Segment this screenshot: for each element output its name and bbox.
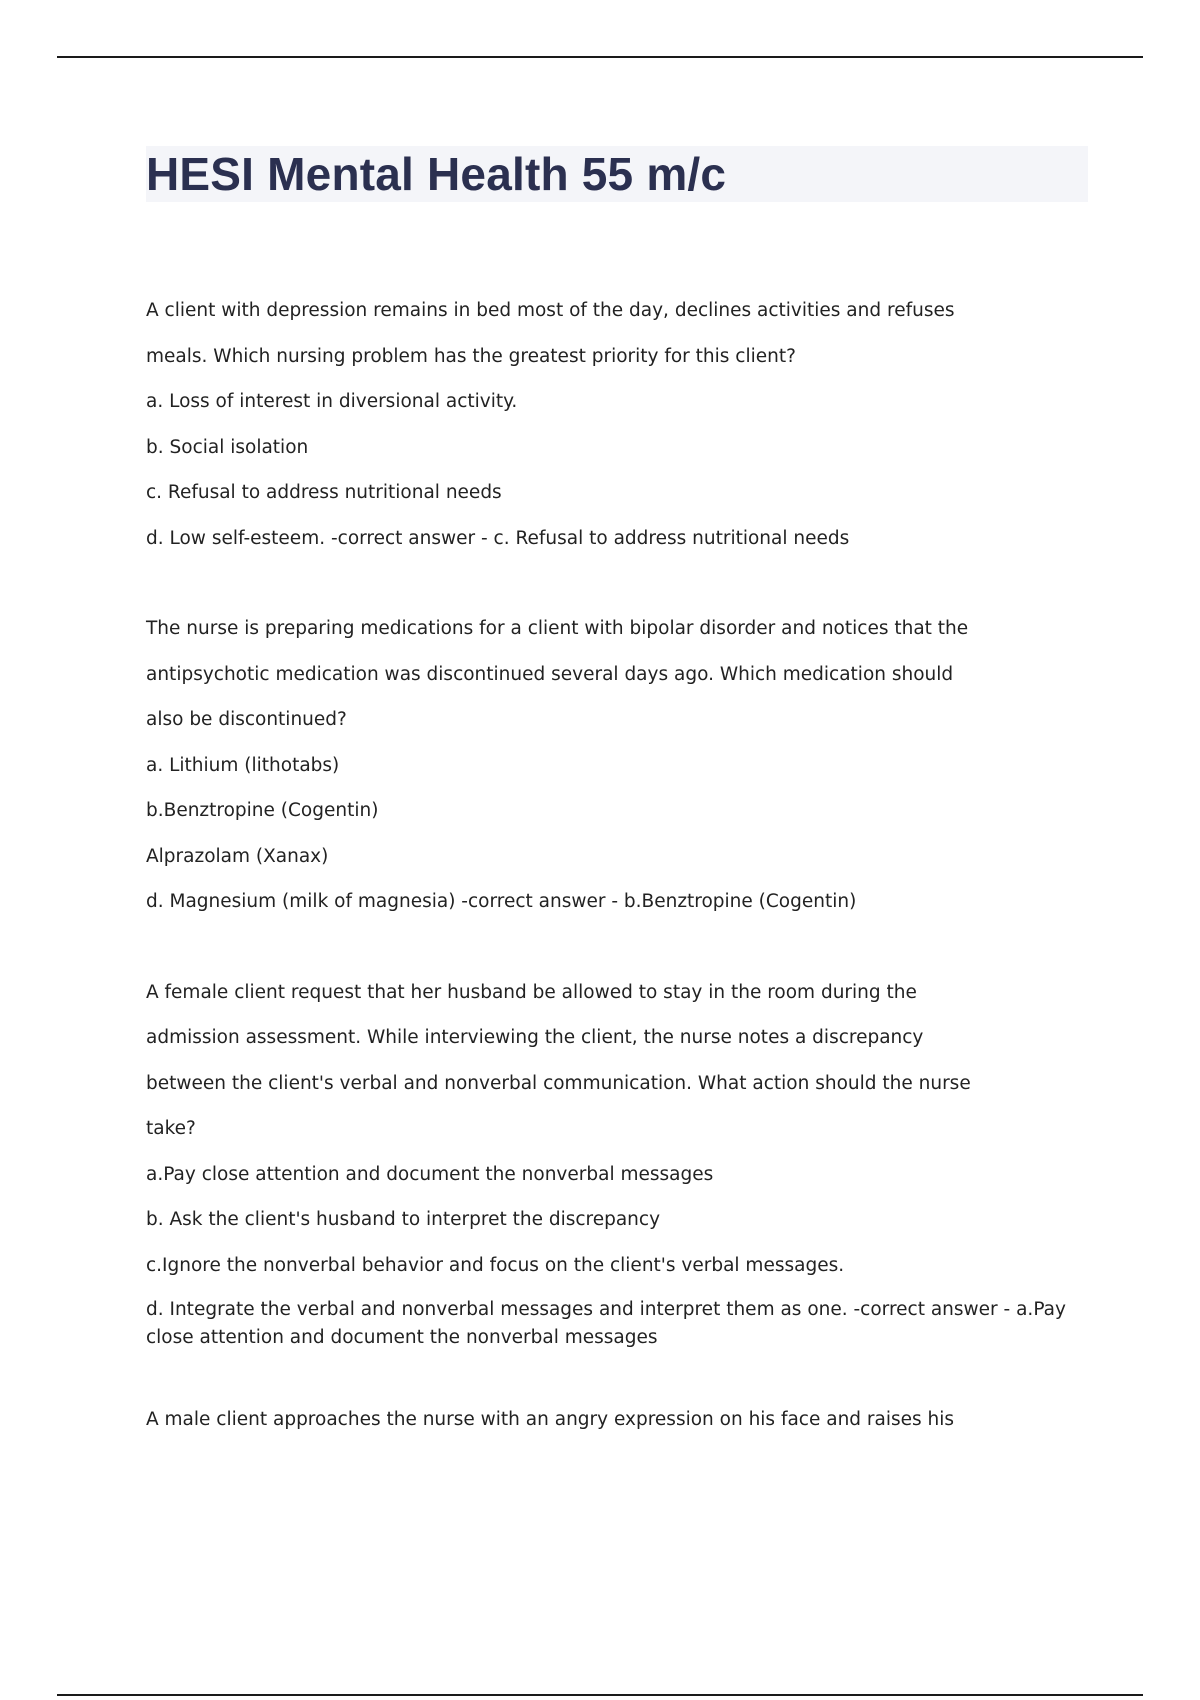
answer-option: c.Ignore the nonverbal behavior and focus on the client's verbal messages. xyxy=(146,1254,845,1276)
bottom-rule xyxy=(57,1694,1143,1696)
question-stem-line: also be discontinued? xyxy=(146,709,347,730)
answer-option: a. Loss of interest in diversional activity. xyxy=(146,391,518,412)
question-4 xyxy=(146,1397,1096,1443)
question-stem-line: A female client request that her husband be allowed to stay in the room during the xyxy=(146,981,917,1003)
question-stem-line: A male client approaches the nurse with an angry expression on his face and raises his xyxy=(146,1409,955,1430)
answer-option: Alprazolam (Xanax) xyxy=(146,845,329,867)
question-3 xyxy=(146,970,1096,1353)
answer-option: b.Benztropine (Cogentin) xyxy=(146,800,379,821)
question-stem-line: The nurse is preparing medications for a client with bipolar disorder and notices that the xyxy=(146,618,969,639)
question-list xyxy=(146,288,1096,1488)
answer-option: a. Lithium (lithotabs) xyxy=(146,754,340,776)
answer-option: c. Refusal to address nutritional needs xyxy=(146,482,502,503)
answer-option: b. Social isolation xyxy=(146,436,309,458)
question-2 xyxy=(146,606,1096,925)
question-stem-line: admission assessment. While interviewing the client, the nurse notes a discrepancy xyxy=(146,1027,924,1048)
question-stem-line: between the client's verbal and nonverbal communication. What action should the nurse xyxy=(146,1072,971,1094)
answer-option: b. Ask the client's husband to interpret the discrepancy xyxy=(146,1209,661,1230)
document-title: HESI Mental Health 55 m/c xyxy=(146,148,727,200)
answer-option: a.Pay close attention and document the nonverbal messages xyxy=(146,1163,714,1185)
question-stem-line: antipsychotic medication was discontinued several days ago. Which medication should xyxy=(146,663,954,685)
question-stem-line: meals. Which nursing problem has the greatest priority for this client? xyxy=(146,345,796,367)
question-stem-line: take? xyxy=(146,1118,196,1139)
top-rule xyxy=(57,56,1143,58)
question-1 xyxy=(146,288,1096,561)
answer-option-with-key: d. Magnesium (milk of magnesia) -correct answer - b.Benztropine (Cogentin) xyxy=(146,891,857,912)
answer-option-with-key: d. Low self-esteem. -correct answer - c. Refusal to address nutritional needs xyxy=(146,527,850,549)
answer-option-with-key: d. Integrate the verbal and nonverbal messages and interpret them as one. -correct answer - a.Pay close attention and document the nonverbal messages xyxy=(146,1299,1066,1348)
question-stem-line: A client with depression remains in bed most of the day, declines activities and refuses xyxy=(146,300,955,321)
